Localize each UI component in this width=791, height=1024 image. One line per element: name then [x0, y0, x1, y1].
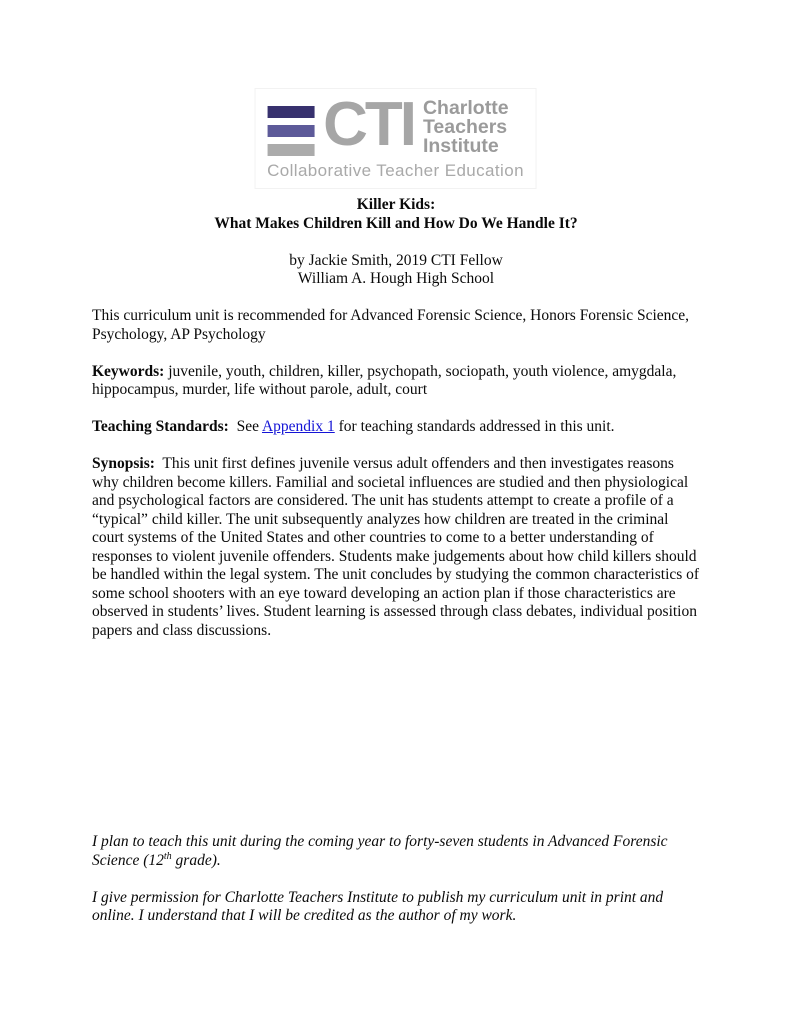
- ordinal-superscript: th: [163, 850, 172, 862]
- logo-bar-gray: [267, 144, 314, 156]
- logo-name: [423, 99, 509, 156]
- unit-title-line2: What Makes Children Kill and How Do We Handle It?: [214, 214, 578, 232]
- keywords-label: Keywords:: [92, 362, 165, 380]
- teaching-plan-text-end: grade).: [171, 851, 221, 869]
- logo-bar-medium: [267, 125, 314, 137]
- byline-author: by Jackie Smith, 2019 CTI Fellow: [289, 251, 503, 269]
- byline: [92, 252, 700, 289]
- unit-title-line1: Killer Kids:: [356, 196, 436, 213]
- document-body: [92, 196, 703, 640]
- teaching-standards-paragraph: [92, 418, 700, 437]
- logo-acronym: CTI: [323, 90, 414, 159]
- keywords-text: juvenile, youth, children, killer, psychopath, sociopath, youth violence, amygdala, hippocampus, murder, life without parole, adult, court: [92, 362, 681, 398]
- permission-statement: I give permission for Charlotte Teachers Institute to publish my curriculum unit in print and online. I understand that I will be credited as the author of my work.: [92, 888, 668, 924]
- keywords-paragraph: [92, 363, 700, 400]
- logo-name-line: Teachers: [422, 116, 508, 138]
- teaching-standards-label: Teaching Standards:: [92, 418, 229, 435]
- synopsis-text: This unit first defines juvenile versus adult offenders and then investigates reasons why children become killers. Familial and societal influences are studied and then physiological and psychological factors are considered. The unit has students attempt to create a profile of a “typical” child killer. The unit subsequently analyzes how children are treated in the criminal court systems of the United States and other countries to come to a better understanding of responses to violent juvenile offenders. Students make judgements about how child killers should be handled within the legal system. The unit concludes by studying the common characteristics of some school shooters with an eye toward developing an action plan if those characteristics are observed in students’ lives. Student learning is assessed through class debates, individual position papers and class discussions.: [92, 455, 703, 639]
- synopsis-label: Synopsis:: [92, 455, 155, 472]
- appendix-1-link[interactable]: Appendix 1: [261, 418, 335, 435]
- unit-title: [92, 196, 700, 233]
- logo-row: [267, 90, 524, 159]
- teaching-standards-suffix: for teaching standards addressed in this unit.: [334, 418, 615, 435]
- author-statements: [92, 833, 700, 926]
- recommendation-paragraph: This curriculum unit is recommended for Advanced Forensic Science, Honors Forensic Science, Psychology, AP Psychology: [92, 307, 693, 343]
- teaching-plan-text: I plan to teach this unit during the coming year to forty-seven students in Advanced Forensic Science (12: [92, 833, 672, 869]
- logo-tagline: Collaborative Teacher Education: [267, 161, 524, 180]
- cti-logo: [254, 88, 537, 189]
- logo-name-line: Institute: [422, 135, 499, 157]
- teaching-standards-prefix: See: [228, 418, 262, 435]
- logo-bars-icon: [267, 98, 314, 156]
- logo-name-line: Charlotte: [422, 97, 509, 119]
- synopsis-paragraph: [92, 455, 703, 640]
- byline-school: William A. Hough High School: [297, 270, 495, 287]
- logo-bar-dark: [267, 106, 314, 118]
- teaching-plan-statement: [92, 833, 700, 870]
